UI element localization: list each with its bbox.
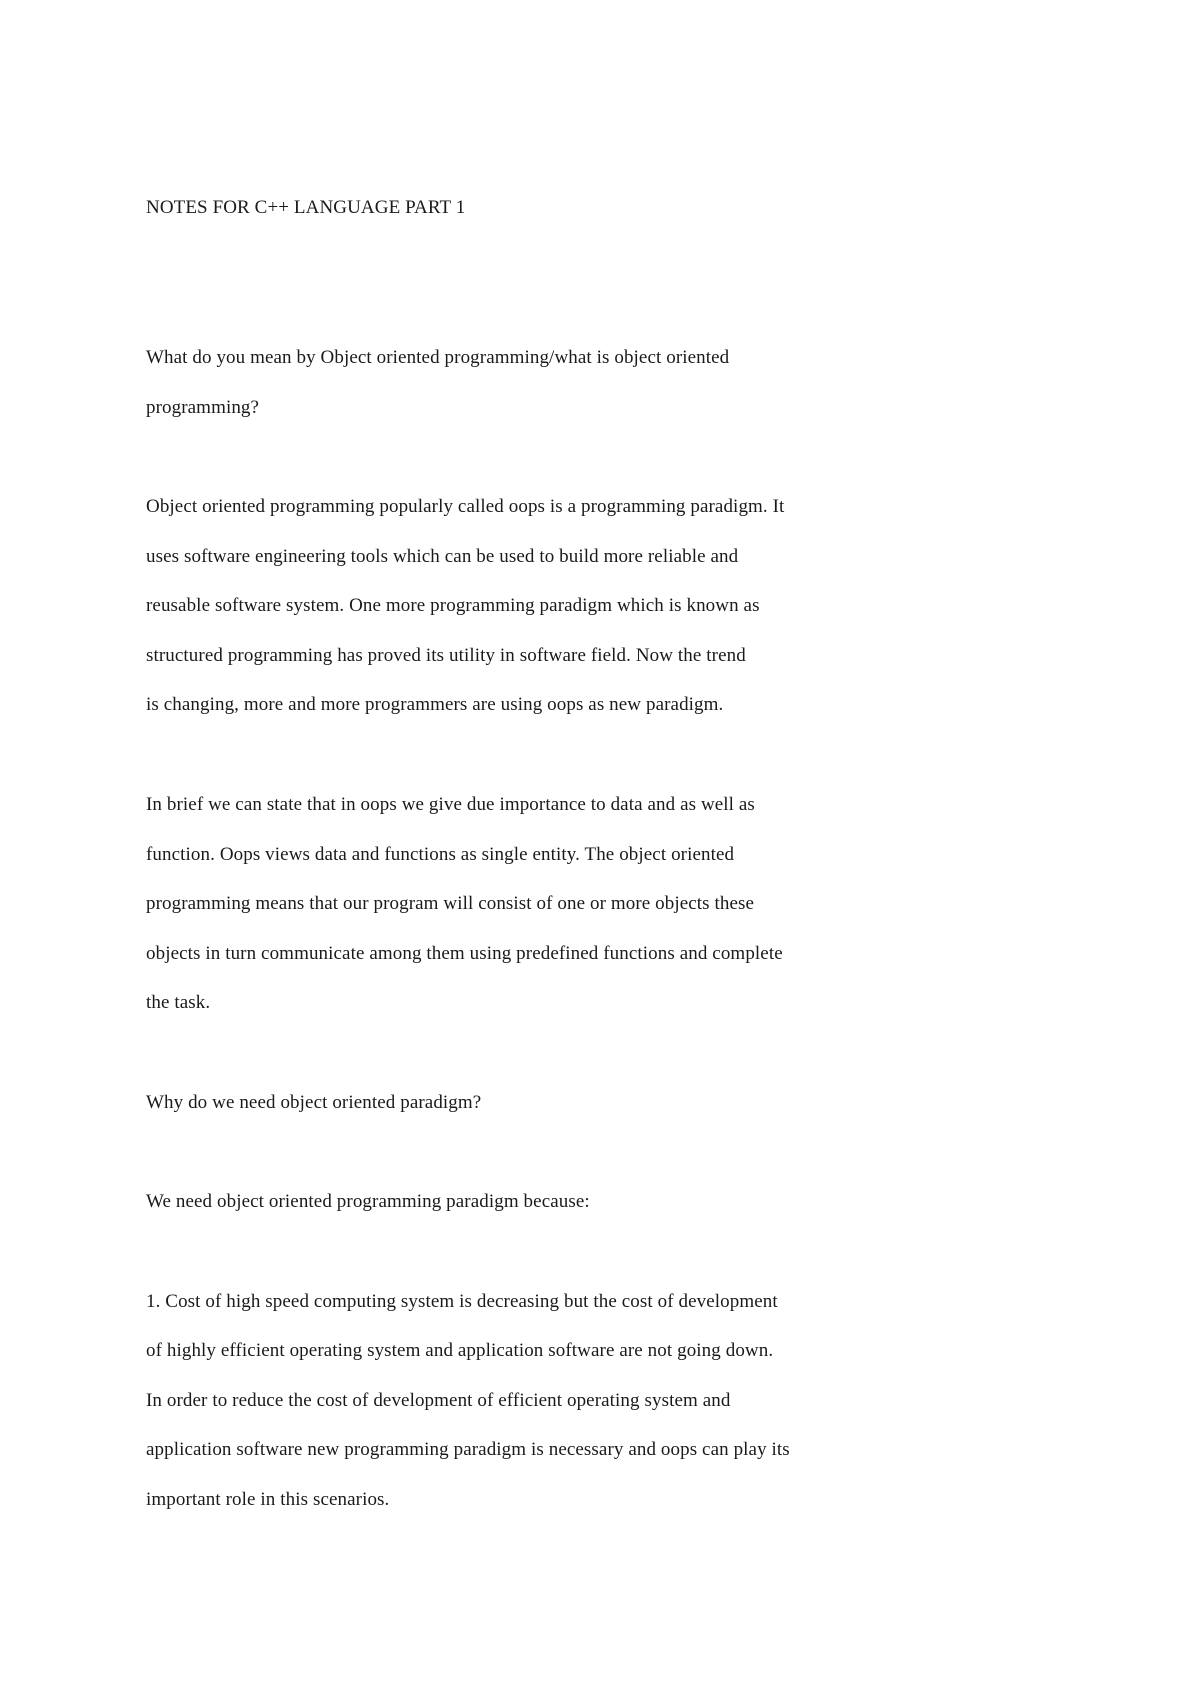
reason-1-line-2: of highly efficient operating system and application software are not going down. — [146, 1340, 774, 1361]
paragraph-2-line-5: the task. — [146, 992, 211, 1013]
question-1-line-2: programming? — [146, 397, 260, 418]
question-2: Why do we need object oriented paradigm? — [146, 1092, 482, 1113]
reason-1-line-3: In order to reduce the cost of development of efficient operating system and — [146, 1390, 731, 1411]
paragraph-1-line-1: Object oriented programming popularly called oops is a programming paradigm. It — [146, 496, 785, 517]
paragraph-1-line-3: reusable software system. One more programming paradigm which is known as — [146, 595, 760, 616]
paragraph-1-line-2: uses software engineering tools which can be used to build more reliable and — [146, 546, 739, 567]
reason-1-line-1: 1. Cost of high speed computing system is decreasing but the cost of development — [146, 1291, 778, 1312]
paragraph-1-line-5: is changing, more and more programmers are using oops as new paradigm. — [146, 694, 724, 715]
reasons-intro: We need object oriented programming paradigm because: — [146, 1191, 590, 1212]
reason-1-line-5: important role in this scenarios. — [146, 1489, 390, 1510]
paragraph-2-line-2: function. Oops views data and functions as single entity. The object oriented — [146, 844, 735, 865]
reason-1-line-4: application software new programming paradigm is necessary and oops can play its — [146, 1439, 790, 1460]
document-title: NOTES FOR C++ LANGUAGE PART 1 — [146, 197, 466, 218]
paragraph-2-line-3: programming means that our program will consist of one or more objects these — [146, 893, 755, 914]
question-1-line-1: What do you mean by Object oriented programming/what is object oriented — [146, 347, 730, 368]
paragraph-2-line-1: In brief we can state that in oops we give due importance to data and as well as — [146, 794, 755, 815]
paragraph-2-line-4: objects in turn communicate among them using predefined functions and complete — [146, 943, 783, 964]
paragraph-1-line-4: structured programming has proved its utility in software field. Now the trend — [146, 645, 746, 666]
